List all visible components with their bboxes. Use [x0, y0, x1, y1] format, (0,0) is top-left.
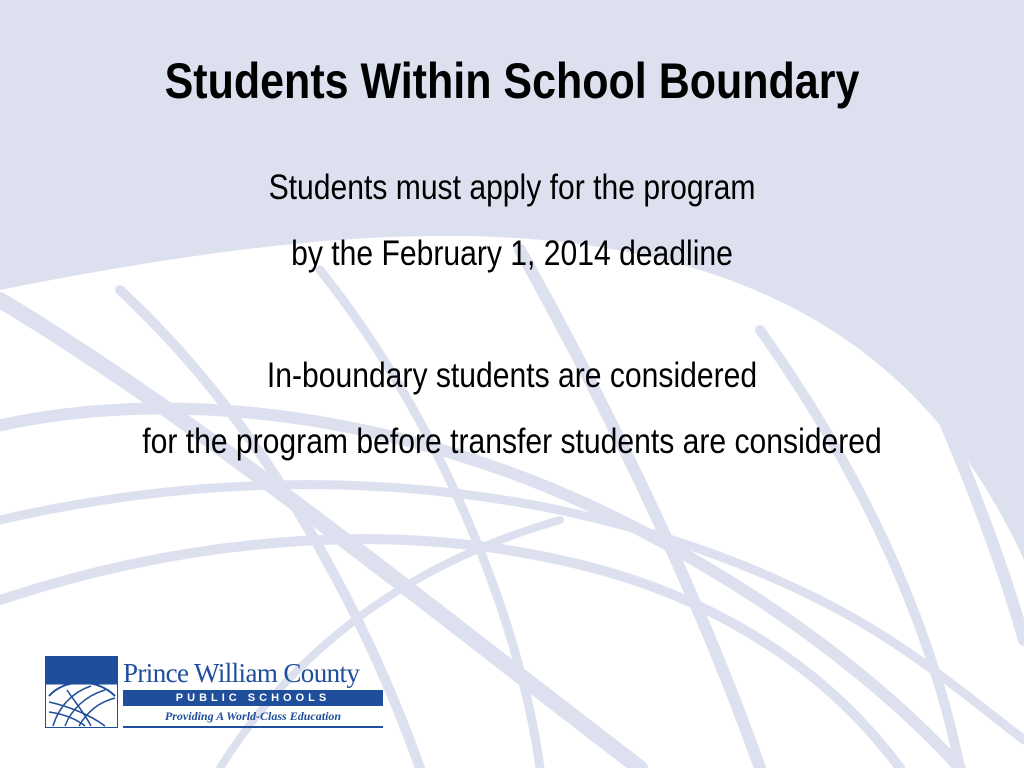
- globe-emblem-icon: [45, 656, 118, 728]
- logo-divider: [123, 726, 383, 728]
- body-line-2: by the February 1, 2014 deadline: [291, 234, 733, 273]
- body-line-3: In-boundary students are considered: [266, 356, 758, 395]
- logo-subtitle: PUBLIC SCHOOLS: [123, 690, 383, 706]
- body-line-4: for the program before transfer students are considered: [142, 422, 882, 461]
- logo-tagline: Providing A World-Class Education: [164, 709, 342, 723]
- logo-name: Prince William County: [123, 658, 360, 688]
- slide-title: Students Within School Boundary: [164, 53, 860, 109]
- body-line-1: Students must apply for the program: [268, 168, 756, 207]
- pwcs-logo: [45, 656, 385, 728]
